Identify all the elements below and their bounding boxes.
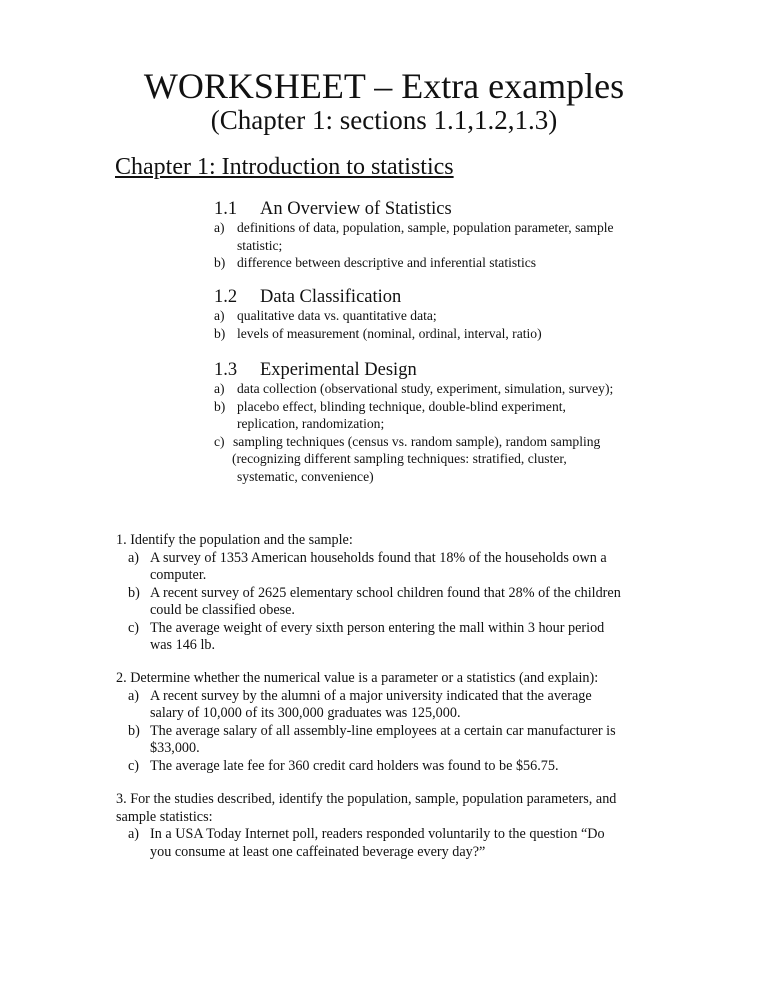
- section-title: Data Classification: [260, 287, 402, 307]
- section-number: 1.3: [214, 360, 238, 380]
- section-title: Experimental Design: [260, 360, 417, 380]
- question-item-text: A recent survey by the alumni of a major university indicated that the average: [150, 687, 592, 704]
- section-item-label: [214, 307, 225, 325]
- section-item-text: statistic;: [237, 237, 283, 253]
- question-prompt: sample statistics:: [116, 808, 213, 825]
- item-label: b): [128, 722, 140, 739]
- section-item-text: sampling techniques (census vs. random sample), random sampling: [233, 433, 601, 449]
- question-item-text: In a USA Today Internet poll, readers responded voluntarily to the question “Do: [150, 826, 605, 842]
- item-label: a): [214, 220, 225, 235]
- item-label: b): [214, 325, 226, 341]
- section-item-text: systematic, convenience): [237, 468, 374, 484]
- question-item-text: A recent survey of 2625 elementary school children found that 28% of the children: [150, 584, 621, 601]
- question-item-text: A survey of 1353 American households found that 18% of the households own a: [150, 549, 607, 566]
- section-heading: [214, 198, 452, 220]
- item-label: a): [214, 308, 225, 323]
- worksheet-subtitle: (Chapter 1: sections 1.1,1.2,1.3): [210, 105, 558, 135]
- item-label: c): [214, 433, 225, 449]
- question-item-text: The average late fee for 360 credit card holders was found to be $56.75.: [150, 757, 559, 774]
- section-item-text: data collection (observational study, experiment, simulation, survey);: [237, 381, 614, 396]
- question-prompt: 1. Identify the population and the sample:: [116, 532, 353, 548]
- worksheet-title: WORKSHEET – Extra examples: [143, 66, 625, 106]
- question-item-text: The average weight of every sixth person entering the mall within 3 hour period: [150, 619, 605, 636]
- item-label: b): [214, 255, 226, 270]
- question-item-text: could be classified obese.: [150, 602, 295, 618]
- chapter-heading: Chapter 1: Introduction to statistics: [115, 154, 454, 180]
- section-item-text: replication, randomization;: [237, 416, 385, 431]
- section-item-text: placebo effect, blinding technique, double-blind experiment,: [237, 398, 566, 414]
- section-item-text: levels of measurement (nominal, ordinal, interval, ratio): [237, 325, 542, 341]
- section-item-text: difference between descriptive and inferential statistics: [237, 255, 537, 270]
- question-item-text: computer.: [150, 567, 207, 583]
- section-item-label: [214, 380, 225, 398]
- question-item-text: was 146 lb.: [150, 637, 216, 653]
- section-heading: [214, 359, 417, 381]
- question-item-text: $33,000.: [150, 740, 200, 756]
- section-item-label: [214, 219, 225, 237]
- section-number: 1.1: [214, 199, 238, 219]
- section-heading: [214, 286, 401, 308]
- section-item-label: [214, 254, 225, 272]
- item-label: b): [214, 398, 226, 414]
- question-item-text: The average salary of all assembly-line employees at a certain car manufacturer is: [150, 722, 616, 739]
- question-item-text: salary of 10,000 of its 300,000 graduates was 125,000.: [150, 705, 461, 721]
- section-item-text: definitions of data, population, sample, population parameter, sample: [237, 220, 614, 235]
- section-item-label: [214, 433, 225, 451]
- question-prompt: 3. For the studies described, identify the population, sample, population parameters, and: [116, 791, 617, 807]
- item-label: b): [128, 584, 140, 601]
- item-label: a): [128, 549, 140, 566]
- section-item-text: (recognizing different sampling techniques: stratified, cluster,: [232, 451, 567, 466]
- item-label: a): [128, 687, 140, 704]
- section-item-text: qualitative data vs. quantitative data;: [237, 308, 437, 323]
- item-label: c): [128, 757, 140, 774]
- question-item-text: you consume at least one caffeinated beverage every day?”: [150, 843, 486, 860]
- section-item-label: [214, 398, 225, 416]
- item-label: a): [214, 381, 225, 396]
- item-label: a): [128, 826, 140, 842]
- section-number: 1.2: [214, 287, 238, 307]
- item-label: c): [128, 619, 140, 636]
- section-title: An Overview of Statistics: [260, 199, 452, 219]
- question-prompt: 2. Determine whether the numerical value is a parameter or a statistics (and explain):: [116, 670, 599, 686]
- section-item-label: [214, 325, 225, 343]
